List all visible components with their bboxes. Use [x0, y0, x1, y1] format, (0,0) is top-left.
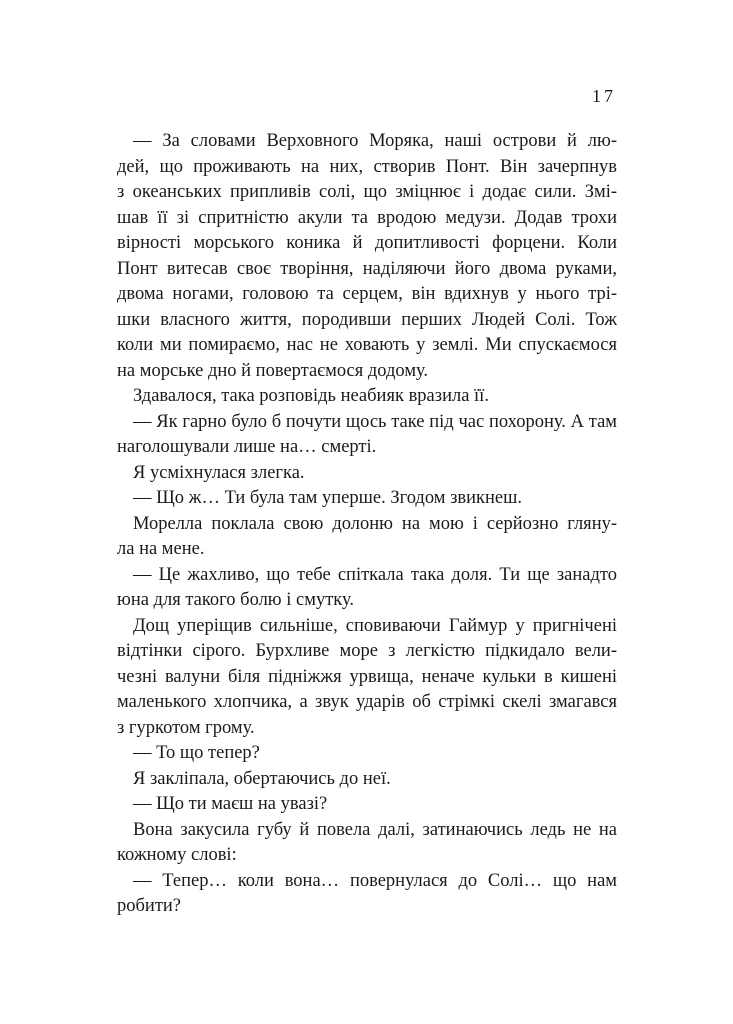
- text-line: — То що тепер?: [133, 743, 260, 763]
- text-line: юна для такого болю і смутку.: [117, 590, 355, 610]
- paragraph-7: [117, 563, 617, 614]
- text-line: чезні валуни біля підніжжя урвища, неначе кульки в кишені: [117, 666, 617, 687]
- text-line: з гуркотом грому.: [117, 717, 255, 738]
- paragraph-10: [117, 767, 617, 793]
- text-line: відтінки сірого. Бурхливе море з легкістю підкидало вели-: [117, 641, 617, 661]
- paragraph-1: [117, 129, 617, 384]
- paragraph-6: [117, 512, 617, 563]
- text-line: Дощ уперіщив сильніше, сповиваючи Гаймур у пригнічені: [133, 615, 617, 636]
- text-line: шки власного життя, породивши перших Людей Солі. Тож: [117, 309, 617, 330]
- page-number: 17: [592, 86, 616, 106]
- text-line: Вона закусила губу й повела далі, затинаючись ледь не на: [133, 819, 617, 840]
- text-line: — Це жахливо, що тебе спіткала така доля. Ти ще занадто: [133, 564, 617, 585]
- text-line: коли ми помираємо, нас не ховають у землі. Ми спускаємося: [117, 335, 617, 355]
- text-line: — Як гарно було б почути щось таке під час похорону. А там: [133, 411, 617, 432]
- text-line: Морелла поклала свою долоню на мою і серйозно гляну-: [133, 513, 617, 534]
- text-line: дей, що проживають на них, створив Понт. Він зачерпнув: [117, 156, 617, 177]
- text-line: ла на мене.: [117, 539, 205, 559]
- paragraph-11: [117, 792, 617, 818]
- paragraph-5: [117, 486, 617, 512]
- text-line: робити?: [117, 896, 182, 916]
- text-line: — Що ти маєш на увазі?: [133, 794, 328, 814]
- text-line: — Тепер… коли вона… повернулася до Солі… що нам: [133, 870, 617, 891]
- text-line: маленького хлопчика, а звук ударів об стрімкі скелі змагався: [117, 692, 617, 712]
- text-line: вірності морського коника й допитливості форцени. Коли: [117, 233, 617, 253]
- text-line: Я закліпала, обертаючись до неї.: [133, 768, 391, 789]
- text-line: наголошували лише на… смерті.: [117, 437, 377, 457]
- paragraph-4: [117, 461, 617, 487]
- paragraph-8: [117, 614, 617, 742]
- paragraph-13: [117, 869, 617, 920]
- text-line: двома ногами, головою та серцем, він вдихнув у нього трі-: [117, 284, 617, 304]
- text-line: Я усміхнулася злегка.: [133, 462, 305, 483]
- paragraph-9: [117, 741, 617, 767]
- text-line: Здавалося, така розповідь неабияк вразила її.: [133, 386, 489, 406]
- text-line: Понт витесав своє творіння, наділяючи його двома руками,: [117, 258, 617, 279]
- text-line: з океанських припливів солі, що зміцнює і додає сили. Змі-: [117, 182, 617, 202]
- paragraph-3: [117, 410, 617, 461]
- body-text: [117, 129, 617, 920]
- text-line: — Що ж… Ти була там уперше. Згодом звикнеш.: [133, 488, 522, 508]
- text-line: шав її зі спритністю акули та вродою медузи. Додав трохи: [117, 207, 617, 228]
- text-line: — За словами Верховного Моряка, наші острови й лю-: [133, 131, 617, 151]
- text-line: на морське дно й повертаємося додому.: [117, 360, 429, 381]
- text-line: кожному слові:: [117, 845, 237, 865]
- paragraph-12: [117, 818, 617, 869]
- paragraph-2: [117, 384, 617, 410]
